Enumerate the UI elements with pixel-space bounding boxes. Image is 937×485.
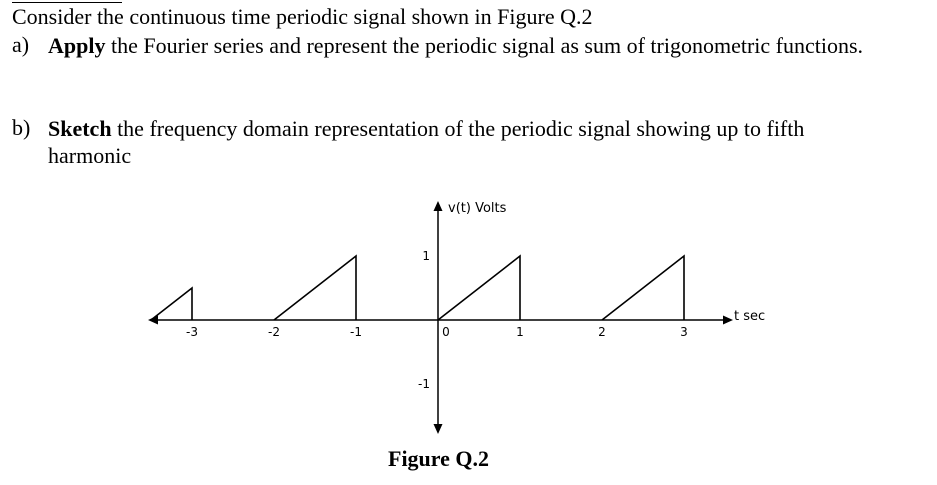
x-axis-arrow-left: [148, 316, 158, 325]
x-tick-label: 1: [516, 325, 524, 339]
x-axis-label: t sec: [734, 309, 766, 324]
x-tick-label: -1: [350, 325, 362, 339]
sawtooth-period-2: [274, 256, 356, 320]
x-tick-label: 0: [442, 325, 450, 339]
sawtooth-period-3: [438, 256, 520, 320]
part-b-keyword: Sketch: [48, 116, 112, 141]
x-tick-label: -2: [268, 325, 280, 339]
y-tick-label: 1: [422, 249, 430, 263]
x-tick-label: 3: [680, 325, 688, 339]
part-b-marker: b): [12, 115, 31, 140]
sawtooth-period-4: [602, 256, 684, 320]
waveform: [151, 256, 684, 320]
x-tick-label: 2: [598, 325, 606, 339]
part-a-marker: a): [12, 32, 30, 57]
question-title: Consider the continuous time periodic signal shown in Figure Q.2: [12, 4, 593, 29]
sawtooth-period-1: [151, 288, 192, 320]
part-a-keyword: Apply: [48, 33, 106, 58]
y-axis-label: v(t) Volts: [448, 201, 507, 216]
x-tick-label: -3: [186, 325, 198, 339]
figure-caption: Figure Q.2: [388, 446, 490, 471]
y-tick-label: -1: [418, 377, 430, 391]
part-b-body: the frequency domain representation of the periodic signal showing up to fifth harmonic: [48, 116, 805, 168]
y-axis-arrow-top: [434, 201, 443, 211]
part-a-body: the Fourier series and represent the periodic signal as sum of trigonometric functions.: [105, 33, 864, 58]
x-axis-arrow-right: [723, 316, 733, 325]
y-axis-arrow-bottom: [434, 424, 443, 434]
